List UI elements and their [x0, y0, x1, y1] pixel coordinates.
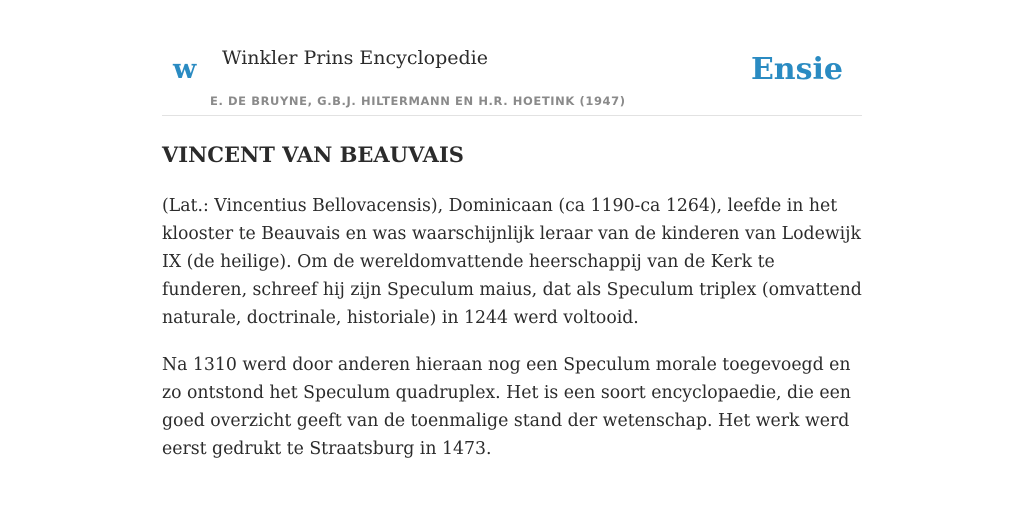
entry-paragraph: Na 1310 werd door anderen hieraan nog een Speculum morale toegevoegd en zo ontstond het Speculum quadruplex. Het is een soort encyclopaedie, die een goed overzicht geeft van de toenmalige stand der wetenschap. Het werk werd eerst gedrukt te Straatsburg in 1473.	[162, 355, 851, 459]
entry-paragraph: (Lat.: Vincentius Bellovacensis), Dominicaan (ca 1190-ca 1264), leefde in het klooster te Beauvais en was waarschijnlijk leraar van de kinderen van Lodewijk IX (de heilige). Om de wereldomvattende heerschappij van de Kerk te funderen, schreef hij zijn Speculum maius, dat als Speculum triplex (omvattend naturale, doctrinale, historiale) in 1244 werd voltooid.	[162, 196, 862, 328]
book-authors: E. DE BRUYNE, G.B.J. HILTERMANN EN H.R. HOETINK (1947)	[210, 94, 626, 108]
book-title[interactable]: Winkler Prins Encyclopedie	[222, 47, 488, 69]
brand-logo[interactable]: Ensie	[750, 52, 843, 87]
page-container	[162, 0, 862, 512]
book-logo-icon[interactable]: w	[173, 54, 197, 85]
book-header	[162, 0, 862, 116]
entry-title: VINCENT VAN BEAUVAIS	[162, 142, 464, 167]
